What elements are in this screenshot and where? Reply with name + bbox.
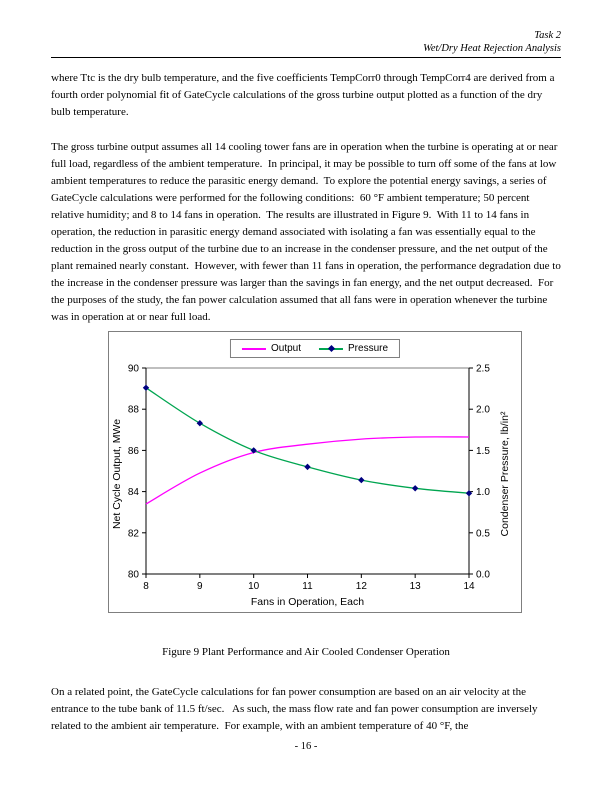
legend-item-pressure: [319, 343, 388, 354]
chart-legend: [230, 339, 400, 358]
figure-caption: Figure 9 Plant Performance and Air Cooled Condenser Operation: [162, 646, 450, 658]
paragraph-3: On a related point, the GateCycle calculations for fan power consumption are based on an air velocity at the entrance to the tube bank of 11.5 ft/sec. As such, the mass flow rate and fan power consumption are inversely related to the ambient air temperature. For example, with an ambient temperature of 40 °F, the: [51, 686, 541, 732]
pressure-legend-diamond-marker: [327, 345, 334, 352]
y-left-tick-label: 90: [127, 363, 139, 375]
header-rule: [51, 57, 561, 58]
y-right-tick-label: 2.5: [476, 363, 490, 375]
y-left-axis-title: Net Cycle Output, MWe: [111, 418, 123, 530]
x-tick-label: 13: [409, 581, 421, 592]
output-legend-label: Output: [270, 343, 302, 354]
y-left-tick-label: 80: [127, 569, 139, 581]
y-right-tick-label: 2.0: [476, 404, 490, 416]
y-right-tick-label: 0.0: [476, 569, 490, 581]
x-tick-label: 10: [248, 581, 260, 592]
legend-item-output: [242, 343, 301, 354]
header-report-title: Wet/Dry Heat Rejection Analysis: [423, 43, 561, 54]
x-axis-title: Fans in Operation, Each: [250, 596, 365, 608]
x-tick-label: 12: [355, 581, 367, 592]
plot-area: [146, 368, 469, 574]
y-left-tick-label: 88: [127, 404, 139, 416]
chart-canvas: [109, 332, 521, 612]
x-tick-label: 14: [463, 581, 475, 592]
y-left-tick-label: 86: [127, 445, 139, 457]
y-right-axis-title: Condenser Pressure, lb/in²: [499, 411, 511, 537]
paragraph-2: The gross turbine output assumes all 14 cooling tower fans are in operation when the turbine is operating at or near full load, regardless of the ambient temperature. In principal, it may be possible to turn off some of the fans at low ambient temperatures to reduce the parasitic energy demand. To explore the potential energy savings, a series of GateCycle calculations were performed for the following conditions: 60 °F ambient temperature; 50 percent relative humidity; and 8 to 14 fans in operation. The results are illustrated in Figure 9. With 11 to 14 fans in operation, the reduction in parasitic energy demand associated with isolating a fan was essentially equal to the reduction in the gross output of the turbine due to an increase in the condenser pressure, and the net output of the plant remained nearly constant. However, with fewer than 11 fans in operation, the performance degradation due to the increase in the condenser pressure was larger than the savings in fan energy, and the net output decreased. For the purposes of the study, the fan power calculation assumed that all fans were in operation whenever the turbine was in operation at or near full load.: [51, 141, 564, 323]
y-right-tick-label: 1.5: [476, 445, 490, 457]
x-tick-label: 8: [143, 581, 149, 592]
y-left-tick-label: 84: [127, 487, 139, 499]
page-header: [51, 29, 561, 55]
paragraph-1: where Ttc is the dry bulb temperature, and the five coefficients TempCorr0 through TempCorr4 are derived from a fourth order polynomial fit of GateCycle calculations of the gross turbine output plotted as a function of the dry bulb temperature.: [51, 72, 558, 118]
figure-9-chart: [108, 331, 522, 613]
x-tick-label: 9: [197, 581, 203, 592]
pressure-legend-label: Pressure: [348, 343, 389, 354]
output-legend-line-sample: [242, 348, 266, 350]
y-left-tick-label: 82: [127, 528, 139, 540]
y-right-tick-label: 1.0: [476, 487, 490, 499]
page-number: - 16 -: [294, 741, 318, 752]
y-right-tick-label: 0.5: [476, 528, 490, 540]
header-task-label: Task 2: [534, 30, 561, 41]
x-tick-label: 11: [302, 581, 313, 592]
pressure-legend-line-sample: [319, 344, 343, 353]
